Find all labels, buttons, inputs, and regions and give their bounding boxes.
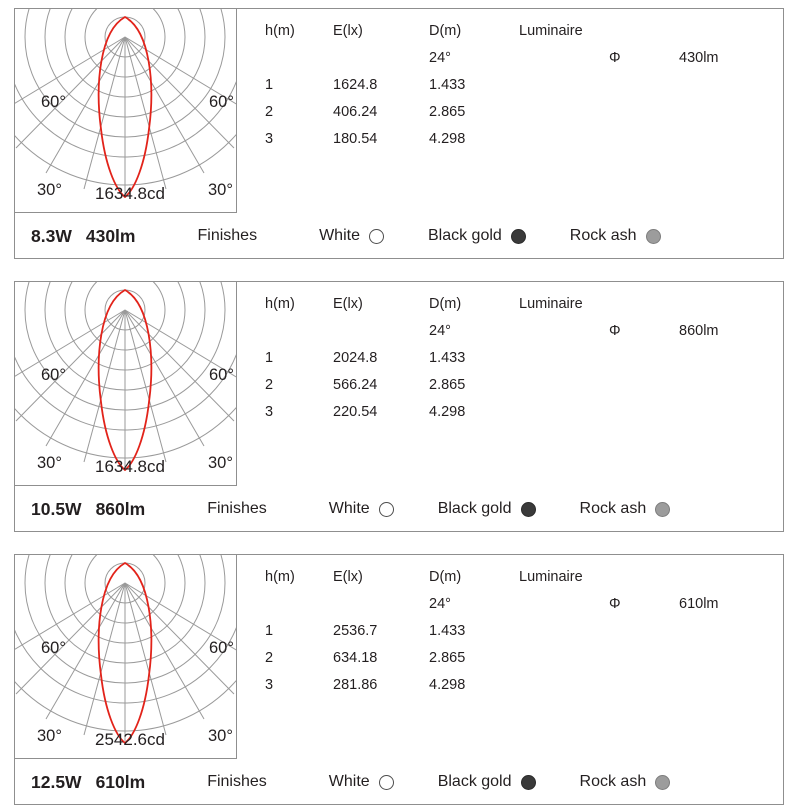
polar-label-60-left: 60° [41,639,66,657]
finish-option-rock-ash[interactable] [570,227,661,245]
cell-blank-2 [609,377,679,404]
polar-diagram-svg [15,9,236,212]
beam-blank-3 [519,50,609,77]
header-spacer [609,296,679,323]
polar-label-60-right: 60° [209,93,234,111]
cell-blank [519,377,609,404]
header-e: E(lx) [333,296,363,312]
cell-h: 3 [265,677,274,693]
finish-label-rock-ash: Rock ash [579,773,647,790]
header-spacer-2 [679,296,769,323]
spec-card [14,554,784,805]
wattage-value: 8.3W [31,225,72,246]
swatch-white-icon [379,775,394,790]
photometric-table-wrap [237,9,783,158]
cell-e: 1624.8 [333,77,378,93]
header-d: D(m) [429,296,462,312]
cell-e: 180.54 [333,131,378,147]
table-row [265,677,769,704]
cell-blank [519,104,609,131]
cell-d: 1.433 [429,77,466,93]
lumen-value: 860lm [95,498,146,519]
cell-blank [519,131,609,158]
cell-d: 2.865 [429,104,466,120]
table-row [265,104,769,131]
cell-d: 2.865 [429,650,466,666]
beam-angle: 24° [429,323,451,339]
header-h: h(m) [265,296,295,312]
cell-blank-3 [679,77,769,104]
table-header-row [265,569,769,596]
beam-blank [265,596,333,623]
table-header-row [265,296,769,323]
cell-blank [519,650,609,677]
finishes-label: Finishes [197,227,258,244]
cell-blank-3 [679,350,769,377]
beam-angle: 24° [429,50,451,66]
finish-option-rock-ash[interactable] [580,500,671,518]
beam-blank-3 [519,323,609,350]
spec-card-footer [15,487,783,531]
spec-card [14,8,784,259]
polar-label-30-left: 30° [37,454,62,472]
swatch-rock-ash-icon [655,775,670,790]
cell-h: 2 [265,104,274,120]
cell-blank-2 [609,404,679,431]
polar-label-60-left: 60° [41,366,66,384]
swatch-white-icon [379,502,394,517]
header-luminaire: Luminaire [519,23,583,39]
wattage-value: 12.5W [31,771,82,792]
finish-label-rock-ash: Rock ash [579,500,647,517]
swatch-black-gold-icon [511,229,526,244]
beam-blank [265,323,333,350]
photometric-table [265,23,769,158]
table-row-beam [265,323,769,350]
swatch-white-icon [369,229,384,244]
cell-blank-3 [679,404,769,431]
finish-label-rock-ash: Rock ash [569,227,637,244]
cell-blank [519,677,609,704]
cell-d: 4.298 [429,404,466,420]
cell-blank-2 [609,131,679,158]
swatch-black-gold-icon [521,775,536,790]
beam-blank-2 [333,323,429,350]
table-row [265,650,769,677]
flux-value: 860lm [679,323,719,339]
header-d: D(m) [429,569,462,585]
header-d: D(m) [429,23,462,39]
cell-blank-3 [679,104,769,131]
header-spacer-2 [679,569,769,596]
finish-option-white[interactable] [329,500,394,518]
flux-value: 610lm [679,596,719,612]
finish-label-white: White [319,227,360,244]
cell-blank-3 [679,677,769,704]
finish-label-black-gold: Black gold [427,227,502,244]
cell-h: 1 [265,623,274,639]
beam-blank-2 [333,596,429,623]
finish-label-black-gold: Black gold [437,773,512,790]
cell-blank-3 [679,377,769,404]
cell-blank [519,623,609,650]
photometric-table [265,296,769,431]
polar-diagram-svg [15,555,236,758]
swatch-black-gold-icon [521,502,536,517]
cell-e: 220.54 [333,404,378,420]
cell-h: 3 [265,131,274,147]
finishes-label: Finishes [207,773,267,790]
cell-e: 2536.7 [333,623,378,639]
cell-e: 406.24 [333,104,378,120]
header-luminaire: Luminaire [519,296,583,312]
table-row [265,77,769,104]
cell-blank-3 [679,623,769,650]
cell-blank-3 [679,650,769,677]
table-row [265,377,769,404]
beam-blank [265,50,333,77]
polar-label-60-right: 60° [209,639,234,657]
finish-option-rock-ash[interactable] [580,773,671,791]
header-e: E(lx) [333,569,363,585]
header-h: h(m) [265,23,295,39]
header-spacer [609,569,679,596]
polar-label-30-left: 30° [37,181,62,199]
cell-blank [519,350,609,377]
polar-diagram-svg [15,282,236,485]
cell-d: 4.298 [429,131,466,147]
polar-label-30-right: 30° [208,727,233,745]
swatch-rock-ash-icon [655,502,670,517]
cell-blank-2 [609,650,679,677]
cell-blank-3 [679,131,769,158]
photometric-table-wrap [237,555,783,704]
spec-card [14,281,784,532]
polar-diagram [15,282,237,486]
finish-option-white[interactable] [319,227,384,245]
polar-center-value: 1634.8cd [95,457,165,476]
cell-blank-2 [609,623,679,650]
table-row [265,623,769,650]
flux-symbol: Φ [609,323,621,339]
polar-center-value: 2542.6cd [95,730,165,749]
polar-diagram [15,555,237,759]
finishes-label: Finishes [207,500,267,517]
cell-d: 1.433 [429,623,466,639]
spec-card-top [15,555,783,760]
cell-blank [519,77,609,104]
table-row-beam [265,50,769,77]
cell-e: 634.18 [333,650,378,666]
cell-h: 1 [265,77,274,93]
cell-blank-2 [609,104,679,131]
cell-blank-2 [609,350,679,377]
table-row [265,404,769,431]
lumen-value: 430lm [85,225,136,246]
wattage-value: 10.5W [31,498,82,519]
header-e: E(lx) [333,23,363,39]
header-luminaire: Luminaire [519,569,583,585]
flux-symbol: Φ [609,596,621,612]
cell-h: 2 [265,650,274,666]
swatch-rock-ash-icon [646,229,661,244]
spec-card-top [15,282,783,487]
finish-option-black-gold[interactable] [438,773,536,791]
finish-option-black-gold[interactable] [438,500,536,518]
cell-blank [519,404,609,431]
header-h: h(m) [265,569,295,585]
photometric-table [265,569,769,704]
flux-symbol: Φ [609,50,621,66]
table-row-beam [265,596,769,623]
cell-h: 1 [265,350,274,366]
header-spacer [609,23,679,50]
polar-label-60-right: 60° [209,366,234,384]
cell-blank-2 [609,77,679,104]
table-row [265,350,769,377]
spec-card-footer [15,760,783,804]
cell-d: 2.865 [429,377,466,393]
polar-label-30-right: 30° [208,181,233,199]
flux-value: 430lm [679,50,719,66]
polar-label-30-right: 30° [208,454,233,472]
finish-label-white: White [328,773,370,790]
table-row [265,131,769,158]
finish-option-black-gold[interactable] [428,227,526,245]
finish-option-white[interactable] [329,773,394,791]
cell-e: 281.86 [333,677,378,693]
cell-e: 2024.8 [333,350,378,366]
polar-label-30-left: 30° [37,727,62,745]
table-header-row [265,23,769,50]
lumen-value: 610lm [95,771,146,792]
cell-d: 4.298 [429,677,466,693]
cell-d: 1.433 [429,350,466,366]
photometric-table-wrap [237,282,783,431]
cell-e: 566.24 [333,377,378,393]
cell-h: 2 [265,377,274,393]
header-spacer-2 [679,23,769,50]
beam-angle: 24° [429,596,451,612]
beam-blank-3 [519,596,609,623]
beam-blank-2 [333,50,429,77]
polar-center-value: 1634.8cd [95,184,165,203]
spec-card-top [15,9,783,214]
polar-label-60-left: 60° [41,93,66,111]
finish-label-white: White [328,500,370,517]
spec-card-footer [15,214,783,258]
finish-label-black-gold: Black gold [437,500,512,517]
cell-h: 3 [265,404,274,420]
polar-diagram [15,9,237,213]
cell-blank-2 [609,677,679,704]
